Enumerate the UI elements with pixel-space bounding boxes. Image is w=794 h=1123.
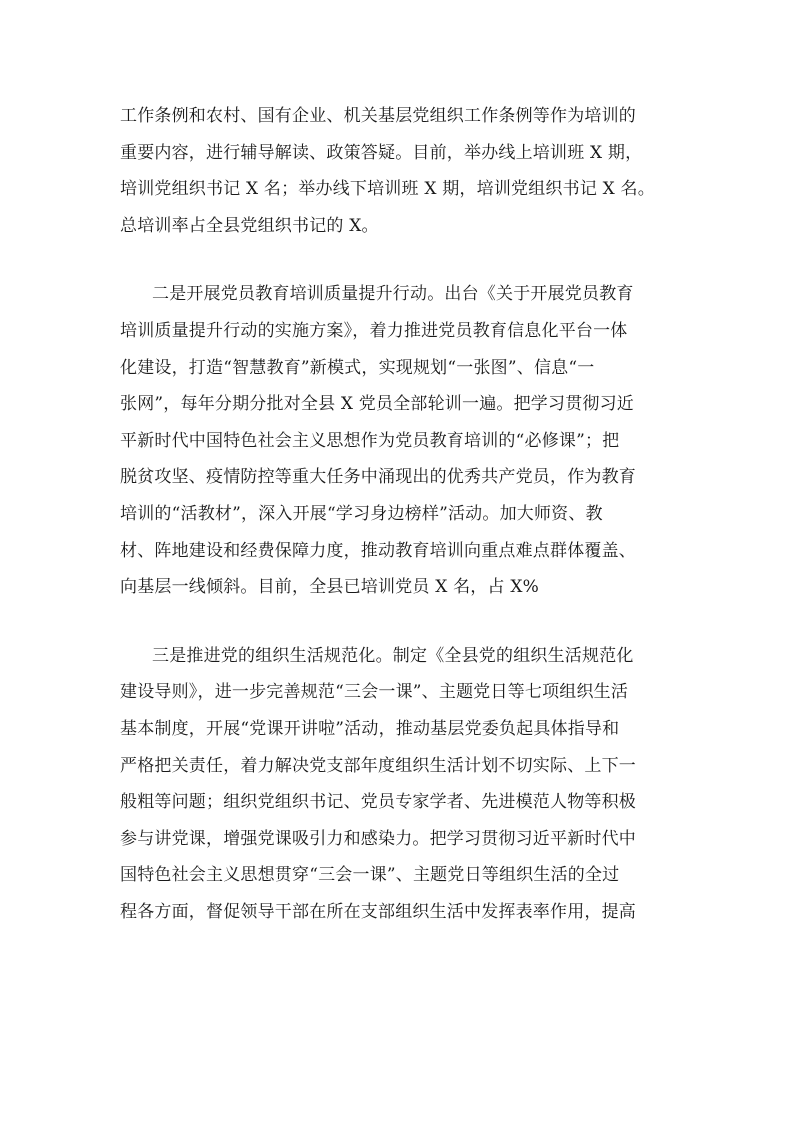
- text-line: 程各方面，督促领导干部在所在支部组织生活中发挥表率作用，提高: [120, 901, 636, 922]
- paragraph-spacer: [120, 606, 680, 638]
- text-line: 三是推进党的组织生活规范化。制定《全县党的组织生活规范化: [152, 645, 634, 666]
- text-line: 二是开展党员教育培训质量提升行动。出台《关于开展党员教育: [152, 284, 634, 305]
- paragraph-organization-life: [120, 638, 680, 931]
- text-line: 培训的“活教材”，深入开展“学习身边榜样”活动。加大师资、教: [120, 503, 603, 524]
- text-line: 总培训率占全县党组织书记的 X。: [120, 215, 379, 236]
- text-line: 脱贫攻坚、疫情防控等重大任务中涌现出的优秀共产党员，作为教育: [120, 467, 636, 488]
- text-line: 材、阵地建设和经费保障力度，推动教育培训向重点难点群体覆盖、: [120, 540, 636, 561]
- text-line: 重要内容，进行辅导解读、政策答疑。目前，举办线上培训班 X 期，: [120, 142, 643, 163]
- document-body: [120, 98, 680, 930]
- text-line: 基本制度，开展“党课开讲啦”活动，推动基层党委负起具体指导和: [120, 718, 620, 739]
- text-line: 培训质量提升行动的实施方案》，着力推进党员教育信息化平台一体: [120, 320, 628, 341]
- text-line: 严格把关责任，着力解决党支部年度组织生活计划不切实际、上下一: [120, 755, 636, 776]
- paragraph-spacer: [120, 244, 680, 276]
- text-line: 工作条例和农村、国有企业、机关基层党组织工作条例等作为培训的: [120, 106, 636, 126]
- paragraph-continuation: [120, 98, 680, 244]
- text-line: 化建设，打造“智慧教育”新模式，实现规划“一张图”、信息“一: [120, 357, 595, 378]
- text-line: 般粗等问题；组织党组织书记、党员专家学者、先进模范人物等积极: [120, 792, 636, 813]
- text-line: 张网”，每年分期分批对全县 X 党员全部轮训一遍。把学习贯彻习近: [120, 394, 634, 415]
- text-line: 国特色社会主义思想贯穿“三会一课”、主题党日等组织生活的全过: [120, 865, 620, 886]
- text-line: 向基层一线倾斜。目前，全县已培训党员 X 名，占 X%: [120, 577, 539, 598]
- paragraph-education-training: [120, 276, 680, 605]
- text-line: 建设导则》，进一步完善规范“三会一课”、主题党日等七项组织生活: [120, 682, 629, 703]
- text-line: 培训党组织书记 X 名；举办线下培训班 X 期，培训党组织书记 X 名。: [120, 179, 655, 200]
- text-line: 参与讲党课，增强党课吸引力和感染力。把学习贯彻习近平新时代中: [120, 828, 636, 849]
- text-line: 平新时代中国特色社会主义思想作为党员教育培训的“必修课”；把: [120, 430, 620, 451]
